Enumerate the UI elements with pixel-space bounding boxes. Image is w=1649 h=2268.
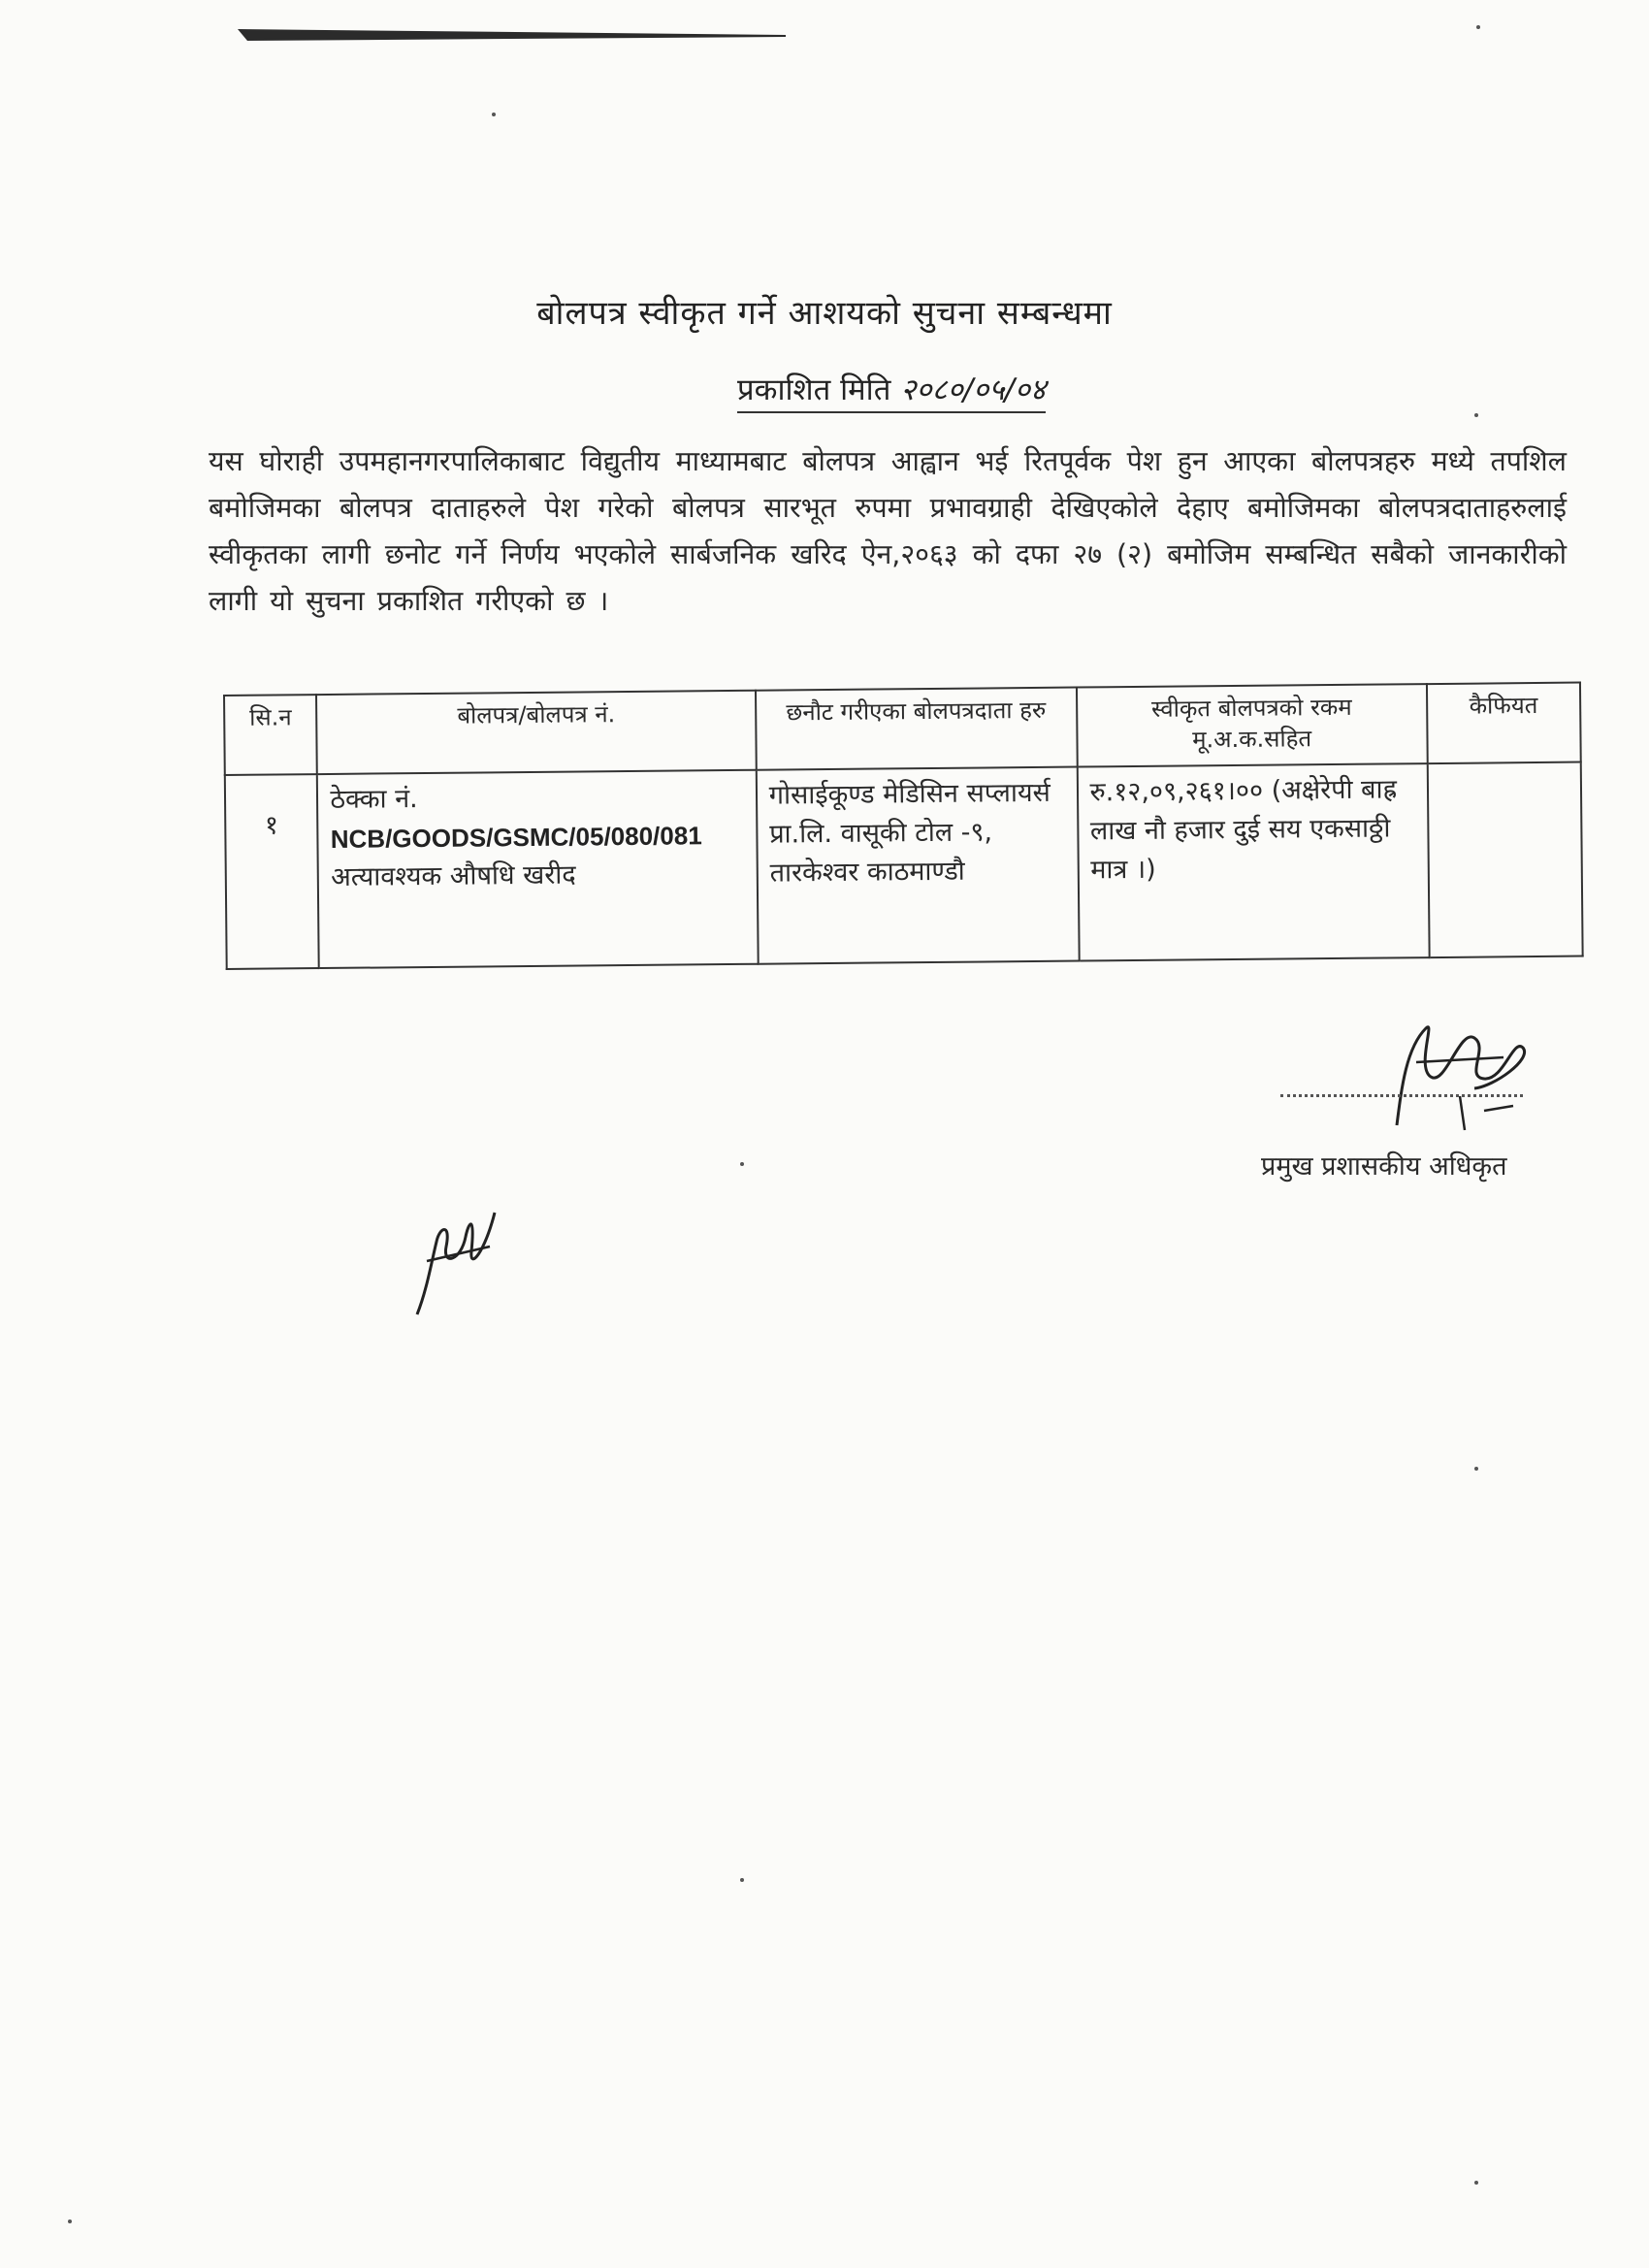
contract-label: ठेक्का नं. [330,784,418,815]
scan-speck [1476,25,1480,29]
header-sn: सि.न [224,695,317,775]
scan-speck [1474,2181,1478,2185]
initials-signature [407,1193,504,1319]
notice-body: यस घोराही उपमहानगरपालिकाबाट विद्युतीय माध्यामबाट बोलपत्र आह्वान भई रितपूर्वक पेश हुन आएका बोलपत्रहरु मध्ये तपशिल बमोजिमका बोलपत्र दाताहरुले पेश गरेको बोलपत्र सारभूत रुपमा प्रभावग्राही देखिएकोले देहाए बमोजिमका बोलपत्रदाताहरुलाई स्वीकृतका लागी छनोट गर्ने निर्णय भएकोले सार्बजनिक खरिद ऐन,२०६३ को दफा २७ (२) बमोजिम सम्बन्धित सबैको जानकारीको लागी यो सुचना प्रकाशित गरीएको छ । [209,445,1567,617]
officer-signature [1368,1009,1542,1145]
contract-number: NCB/GOODS/GSMC/05/080/081 [330,821,702,854]
scan-speck [740,1162,744,1166]
table-row [225,762,1583,969]
table-header-row [224,683,1581,775]
cell-amount: रु.१२,०९,२६१।०० (अक्षेरेपी बाह्र लाख नौ हजार दुई सय एकसाठ्ठी मात्र ।) [1077,763,1429,960]
published-date-line [737,369,1046,413]
scan-speck [1474,1467,1478,1471]
scan-speck [1474,413,1478,417]
header-amount: स्वीकृत बोलपत्रको रकम मू.अ.क.सहित [1077,684,1428,766]
cell-bid-no [317,770,758,968]
cell-bidder: गोसाईकूण्ड मेडिसिन सप्लायर्स प्रा.लि. वासूकी टोल -९, तारकेश्वर काठमाण्डौ [757,767,1080,964]
header-bidder: छनौट गरीएका बोलपत्रदाता हरु [756,688,1077,770]
published-label: प्रकाशित मिति [737,373,891,407]
scan-speck [740,1878,744,1882]
contract-description: अत्यावश्यक औषधि खरीद [331,859,576,892]
scan-speck [68,2219,72,2223]
signatory-role: प्रमुख प्रशासकीय अधिकृत [1261,1151,1507,1182]
cell-remarks [1427,762,1582,958]
scan-speck [492,113,496,116]
cell-sn: १ [225,774,319,969]
signature-block [1222,1009,1591,1203]
header-remarks: कैफियत [1427,683,1581,764]
header-bid-no: बोलपत्र/बोलपत्र नं. [316,691,756,774]
notice-title: बोलपत्र स्वीकृत गर्ने आशयको सुचना सम्बन्धमा [536,294,1113,333]
signature-line [1280,1094,1523,1097]
awarded-bids-table [223,682,1584,970]
published-date: २०८०/०५/०४ [900,373,1047,407]
scan-edge-mark [238,27,786,41]
